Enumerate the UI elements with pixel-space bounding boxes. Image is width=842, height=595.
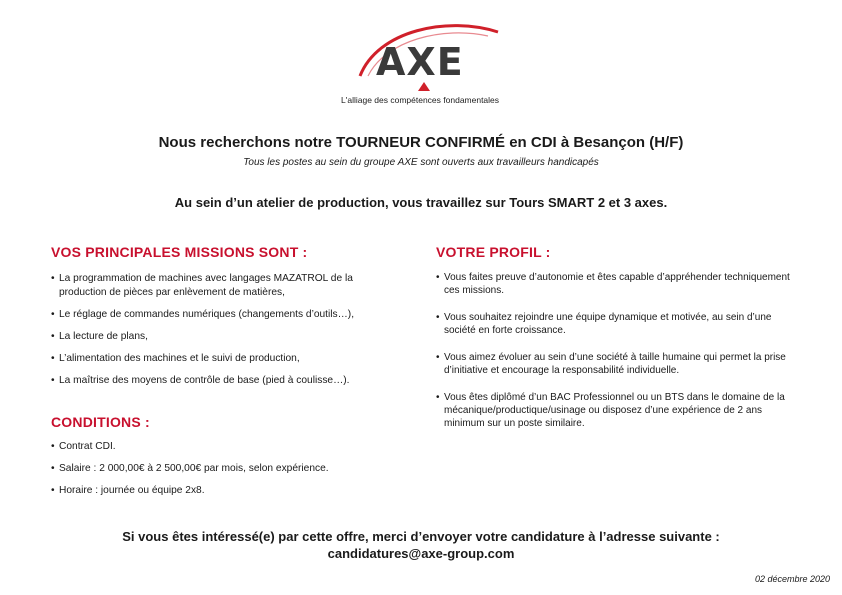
profile-title: VOTRE PROFIL :	[436, 244, 551, 260]
missions-title: VOS PRINCIPALES MISSIONS SONT :	[51, 244, 308, 260]
logo-wordmark: AXE	[376, 40, 464, 84]
list-item: • La programmation de machines avec langages MAZATROL de la production de pièces par enlèvement de matières,	[51, 272, 396, 300]
application-message: Si vous êtes intéressé(e) par cette offre, merci d’envoyer votre candidature à l’adresse suivante :	[122, 529, 720, 544]
list-item: • Salaire : 2 000,00€ à 2 500,00€ par mois, selon expérience.	[51, 462, 396, 476]
list-item: • Vous souhaitez rejoindre une équipe dynamique et motivée, au sein d’une société en forte croissance.	[436, 311, 796, 337]
list-item: • Vous êtes diplômé d’un BAC Professionnel ou un BTS dans le domaine de la mécanique/productique/usinage ou disposez d’une expérience de 2 ans minimum sur un poste similaire.	[436, 391, 796, 430]
logo-triangle-icon	[418, 82, 430, 91]
list-item: • Contrat CDI.	[51, 440, 396, 454]
list-item: • La lecture de plans,	[51, 330, 396, 344]
intro-statement: Au sein d’un atelier de production, vous travaillez sur Tours SMART 2 et 3 axes.	[174, 195, 668, 210]
conditions-title: CONDITIONS :	[51, 414, 150, 430]
list-item: • Horaire : journée ou équipe 2x8.	[51, 484, 396, 498]
axe-logo	[338, 18, 508, 108]
list-item: • Vous aimez évoluer au sein d’une société à taille humaine qui permet la prise d’initiative et encourage la responsabilité individuelle.	[436, 351, 796, 377]
conditions-list	[51, 440, 396, 498]
logo-tagline: L'alliage des compétences fondamentales	[341, 95, 500, 105]
list-item: • L’alimentation des machines et le suivi de production,	[51, 352, 396, 366]
list-item: • Vous faites preuve d’autonomie et êtes capable d’appréhender techniquement ces missions.	[436, 271, 796, 297]
page-title: Nous recherchons notre TOURNEUR CONFIRMÉ en CDI à Besançon (H/F)	[158, 134, 684, 151]
application-instructions	[0, 528, 842, 562]
list-item: • Le réglage de commandes numériques (changements d’outils…),	[51, 308, 396, 322]
publication-date: 02 décembre 2020	[754, 574, 830, 584]
profile-list	[436, 271, 796, 430]
inclusion-note: Tous les postes au sein du groupe AXE sont ouverts aux travailleurs handicapés	[243, 157, 599, 168]
list-item: • La maîtrise des moyens de contrôle de base (pied à coulisse…).	[51, 374, 396, 388]
application-email: candidatures@axe-group.com	[327, 546, 515, 561]
missions-list	[51, 272, 396, 388]
